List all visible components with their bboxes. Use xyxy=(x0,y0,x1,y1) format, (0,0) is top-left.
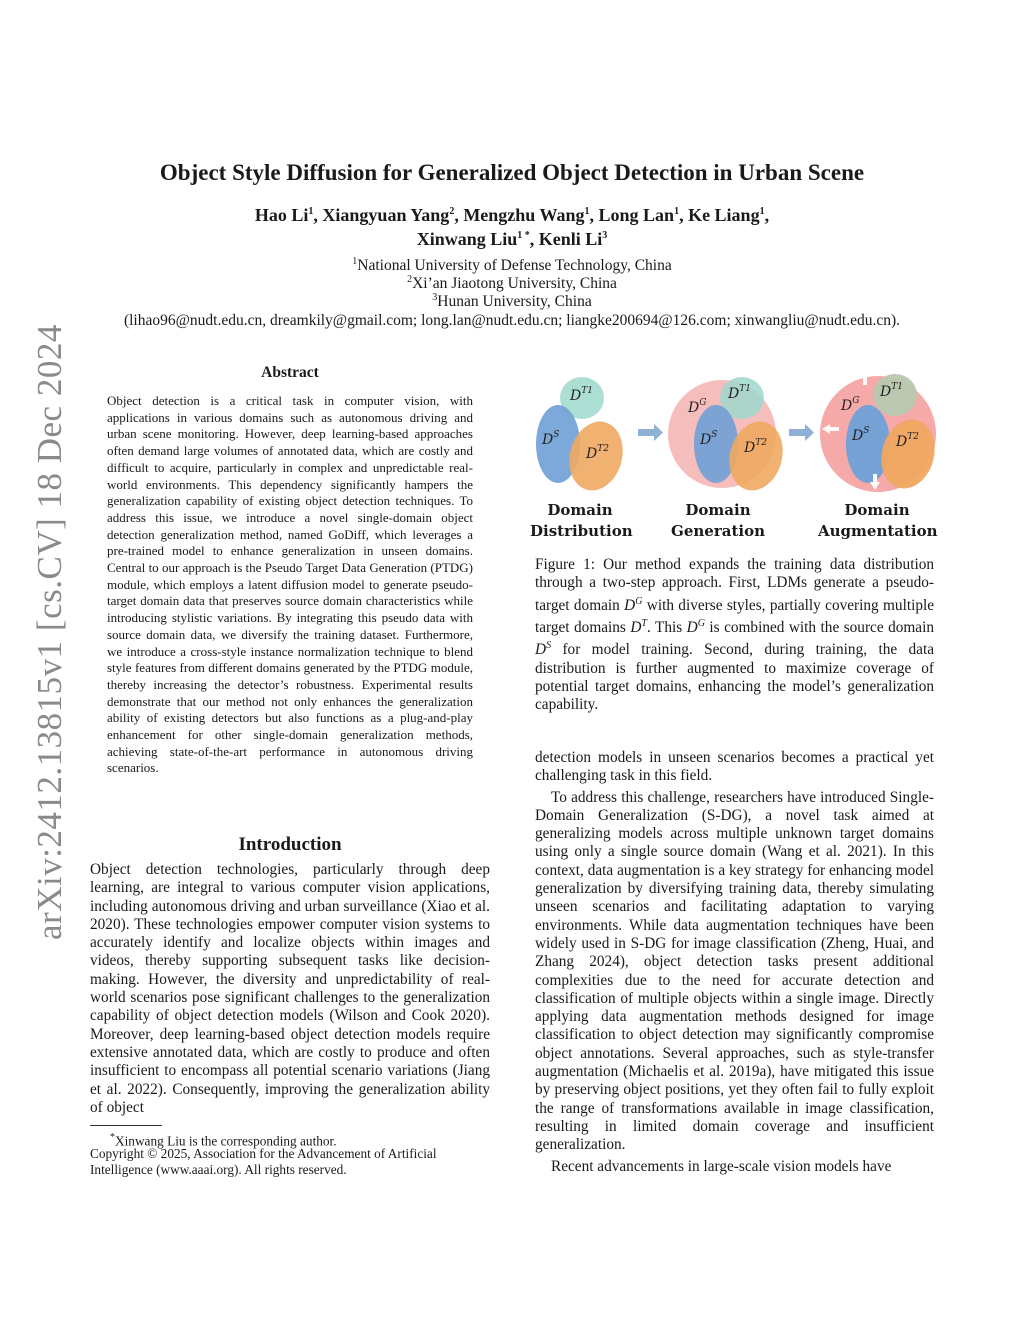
arrow-1-icon xyxy=(638,424,663,441)
svg-text:DG: $D^G$ xyxy=(688,398,707,416)
affiliation-2: $^2$Xi’an Jiaotong University, China xyxy=(407,274,617,293)
affiliation-3: $^3$Hunan University, China xyxy=(432,292,592,311)
author-emails: (lihao96@nudt.edu.cn, dreamkily@gmail.com; long.lan@nudt.edu.cn; liangke200694@126.com; xinwangliu@nudt.edu.cn). xyxy=(123,312,901,329)
panel-distribution xyxy=(536,377,630,497)
svg-text:DT1: $D^{T1}$ xyxy=(728,384,751,402)
paragraph-1: detection models in unseen scenarios becomes a practical yet challenging task in this field. xyxy=(535,749,934,785)
paragraph-3: Recent advancements in large-scale vision models have xyxy=(551,1157,892,1175)
introduction-heading: Introduction xyxy=(238,834,342,855)
paper-title: Object Style Diffusion for Generalized Object Detection in Urban Scene xyxy=(159,160,865,185)
footnote-corresponding: *Xinwang Liu is the corresponding author. xyxy=(110,1132,337,1149)
authors-line-1: Hao Li$^1$, Xiangyuan Yang$^2$, Mengzhu Wang$^1$, Long Lan$^1$, Ke Liang$^1$, xyxy=(254,205,770,225)
figure-1-caption: Figure 1: Our method expands the training data distribution through a two-step approach. First, LDMs generate a pseudo-target domain $D^G$ with diverse styles, partially covering multiple target domains $D^T$. This $D^G$ is combined with the source domain $D^S$ for model training. Second, during training, the data distribution is further augmented to maximize coverage of potential target domains, enhancing the model’s generalization capability. xyxy=(535,556,935,714)
figure-1 xyxy=(530,362,940,547)
introduction-text: Object detection technologies, particularly through deep learning, are integral to various computer vision applications, including autonomous driving and urban surveillance (Xiao et al. 2020). These technologies empower computer vision systems to accurately identify and localize objects within images and videos, thereby supporting subsequent tasks like decision-making. However, the diversity and unpredictability of real-world scenarios pose significant challenges to the generalization capability of object detection models (Wilson and Cook 2020). Moreover, deep learning-based object detection models require extensive annotated data, which are costly to produce and often insufficient to encompass all potential scenario variations (Jiang et al. 2022). Consequently, improving the generalization ability of object xyxy=(90,861,490,1116)
panel-augmentation xyxy=(820,368,940,495)
right-column-text xyxy=(535,749,934,1176)
abstract-text: Object detection is a critical task in computer vision, with applications in various domains such as autonomous driving and urban scene monitoring. However, deep learning-based approaches often demand large volumes of annotated data, which are costly and difficult to acquire, particularly in complex and unpredictable real-world environments. This dependency significantly hampers the generalization capability of existing object detection techniques. To address this issue, we introduce a novel single-domain object detection generalization method, named GoDiff, which leverages a pre-trained model to enhance generalization in unseen domains. Central to our approach is the Pseudo Target Data Generation (PTDG) module, which employs a latent diffusion model to generate pseudo-target domain data that preserves source domain characteristics while introducing stylistic variations. By integrating this pseudo data with source domain data, we diversify the training dataset. Furthermore, we introduce a cross-style instance normalization technique to blend style features from different domains generated by the PTDG module, thereby increasing the detector’s robustness. Experimental results demonstrate that our method not only enhances the generalization ability of existing detectors but also functions as a plug-and-play enhancement for other single-domain generalization methods, achieving state-of-the-art performance in autonomous driving scenarios. xyxy=(107,393,473,776)
arrow-2-icon xyxy=(789,424,814,441)
svg-text:DS: $D^S$ xyxy=(700,430,718,448)
svg-text:DT1: $D^{T1}$ xyxy=(570,386,593,404)
footnote-rule xyxy=(90,1125,162,1126)
svg-text:DG: $D^G$ xyxy=(841,396,860,414)
svg-text:DT1: $D^{T1}$ xyxy=(880,382,903,400)
panel-generation xyxy=(668,377,790,497)
footnote-copyright: Copyright © 2025, Association for the Advancement of Artificial Intelligence (www.aaai.org). All rights reserved. xyxy=(90,1146,437,1177)
affiliation-1: $^1$National University of Defense Technology, China xyxy=(352,256,672,275)
abstract-heading: Abstract xyxy=(261,364,319,381)
svg-text:DS: $D^S$ xyxy=(852,426,870,444)
paragraph-2: To address this challenge, researchers have introduced Single-Domain Generalization (S-DG), a novel task aimed at generalizing models across multiple unknown target domains using only a single source domain (Wang et al. 2021). In this context, data augmentation is a key strategy for enhancing model generalization by diversifying training data, thereby simulating unseen scenarios and facilitating adaptation to varying environments. While data augmentation techniques have been widely used in S-DG for image classification (Zheng, Huai, and Zhang 2024), object detection tasks present additional complexities due to the need for accurate detection and classification of multiple objects within a single image. Directly applying data augmentation methods designed for image classification to object detection may significantly compromise object annotations. Several approaches, such as style-transfer augmentation (Michaelis et al. 2019a), have mitigated this issue by preserving object positions, yet they often fail to fully exploit the range of transformations available in image classification, resulting in limited domain coverage and insufficient generalization. xyxy=(535,788,934,1154)
svg-text:DS: $D^S$ xyxy=(542,430,560,448)
arxiv-identifier: arXiv:2412.13815v1 [cs.CV] 18 Dec 2024 xyxy=(30,324,69,940)
svg-text:DT2: $D^{T2}$ xyxy=(586,444,609,462)
panel-3-title: Domain Augmentation xyxy=(818,501,938,540)
svg-text:DT2: $D^{T2}$ xyxy=(744,438,767,456)
authors-line-2: Xinwang Liu$^{1 *}$, Kenli Li$^3$ xyxy=(416,229,608,249)
svg-text:DT2: $D^{T2}$ xyxy=(896,432,919,450)
panel-1-title: Domain Distribution xyxy=(530,501,633,540)
panel-2-title: Domain Generation xyxy=(671,501,765,540)
label-dt1: D xyxy=(570,388,582,404)
